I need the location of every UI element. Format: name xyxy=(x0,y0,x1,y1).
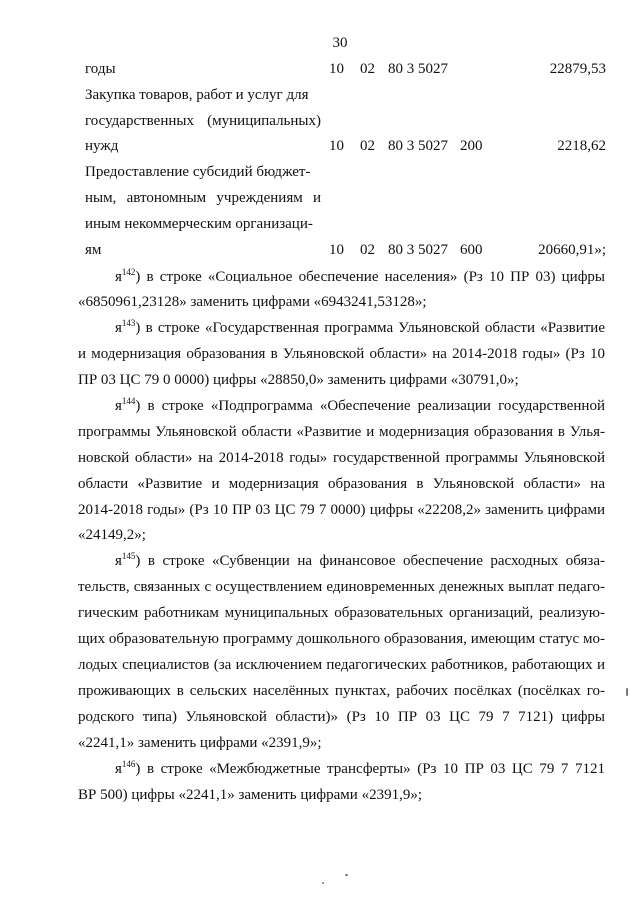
row-name: нужд xyxy=(85,138,119,154)
row-name: годы xyxy=(85,61,116,77)
table-row xyxy=(0,136,640,156)
paragraph-line: ВР 500) цифры «2241,1» заменить цифрами «2391,9»; xyxy=(78,787,422,803)
paragraph-line: 2014-2018 годы» (Рз 10 ПР 03 ЦС 79 7 0000) цифры «22208,2» заменить цифрами xyxy=(78,502,605,518)
paragraph-line: области «Развитие и модернизация образования в Ульяновской области» на xyxy=(78,476,605,492)
sum-cell: 20660,91»; xyxy=(538,242,606,258)
scan-speck xyxy=(345,874,348,876)
rz-cell: 10 xyxy=(329,242,344,258)
paragraph-text: ) в строке «Межбюджетные трансферты» (Рз 10 ПР 03 ЦС 79 7 7121 xyxy=(135,761,605,777)
amendment-146-first-line xyxy=(115,759,605,779)
vr-cell: 200 xyxy=(460,138,483,154)
item-letter: я xyxy=(115,553,122,569)
paragraph-line: новской области» на 2014-2018 годы» государственной программы Ульяновской xyxy=(78,450,605,466)
item-number: 143 xyxy=(121,318,136,328)
page-number: 30 xyxy=(332,35,348,51)
cs-cell: 80 3 5027 xyxy=(388,61,448,77)
table-row xyxy=(0,162,640,182)
paragraph-text: ) в строке «Подпрограмма «Обеспечение реализации государственной xyxy=(135,398,605,414)
paragraph-line: щих образовательную программу дошкольного образования, имеющим статус мо- xyxy=(78,631,605,647)
item-letter: я xyxy=(115,320,122,336)
paragraph-line: «24149,2»; xyxy=(78,527,146,543)
paragraph-line: тельств, связанных с осуществлением единовременных денежных выплат педаго- xyxy=(78,579,605,595)
paragraph-line: проживающих в сельских населённых пунктах, рабочих посёлках (посёлках го- xyxy=(78,683,605,699)
table-row xyxy=(0,214,640,234)
paragraph-line: родского типа) Ульяновской области)» (Рз 10 ПР 03 ЦС 79 7 7121) цифры xyxy=(78,709,605,725)
item-number: 145 xyxy=(121,551,136,561)
scan-speck xyxy=(322,882,324,884)
paragraph-line: программы Ульяновской области «Развитие и модернизация образования в Улья- xyxy=(78,424,605,440)
item-letter: я xyxy=(115,269,122,285)
amendment-143-first-line xyxy=(115,318,605,338)
pr-cell: 02 xyxy=(360,138,375,154)
paragraph-line: ПР 03 ЦС 79 0 0000) цифры «28850,0» заменить цифрами «30791,0»; xyxy=(78,372,519,388)
paragraph-text: ) в строке «Государственная программа Ульяновской области «Развитие xyxy=(135,320,605,336)
row-name: Закупка товаров, работ и услуг для xyxy=(85,87,309,103)
row-name: ным, автономным учреждениям и xyxy=(85,190,321,206)
rz-cell: 10 xyxy=(329,61,344,77)
paragraph-line: «2241,1» заменить цифрами «2391,9»; xyxy=(78,735,322,751)
sum-cell: 2218,62 xyxy=(557,138,606,154)
cs-cell: 80 3 5027 xyxy=(388,242,448,258)
paragraph-text: ) в строке «Социальное обеспечение населения» (Рз 10 ПР 03) цифры xyxy=(135,269,605,285)
row-name: государственных (муниципальных) xyxy=(85,113,321,129)
scan-speck xyxy=(626,688,628,696)
row-name: Предоставление субсидий бюджет- xyxy=(85,164,311,180)
sum-cell: 22879,53 xyxy=(549,61,606,77)
item-number: 144 xyxy=(121,396,136,406)
paragraph-text: ) в строке «Субвенции на финансовое обеспечение расходных обяза- xyxy=(135,553,605,569)
paragraph-line: и модернизация образования в Ульяновской области» на 2014-2018 годы» (Рз 10 xyxy=(78,346,605,362)
amendment-142-first-line xyxy=(115,267,605,287)
table-row xyxy=(0,85,640,105)
amendment-145-first-line xyxy=(115,551,605,571)
vr-cell: 600 xyxy=(460,242,483,258)
paragraph-line: «6850961,23128» заменить цифрами «6943241,53128»; xyxy=(78,294,427,310)
cs-cell: 80 3 5027 xyxy=(388,138,448,154)
paragraph-line: гическим работникам муниципальных образовательных организаций, реализую- xyxy=(78,605,605,621)
item-number: 142 xyxy=(121,267,136,277)
item-letter: я xyxy=(115,398,122,414)
table-row xyxy=(0,240,640,260)
paragraph-line: лодых специалистов (за исключением педагогических работников, работающих и xyxy=(78,657,605,673)
item-number: 146 xyxy=(121,759,136,769)
row-name: иным некоммерческим организаци- xyxy=(85,216,313,232)
table-row xyxy=(0,59,640,79)
amendment-144-first-line xyxy=(115,396,605,416)
pr-cell: 02 xyxy=(360,242,375,258)
row-name: ям xyxy=(85,242,102,258)
pr-cell: 02 xyxy=(360,61,375,77)
table-row xyxy=(0,188,640,208)
table-row xyxy=(0,111,640,131)
rz-cell: 10 xyxy=(329,138,344,154)
item-letter: я xyxy=(115,761,122,777)
